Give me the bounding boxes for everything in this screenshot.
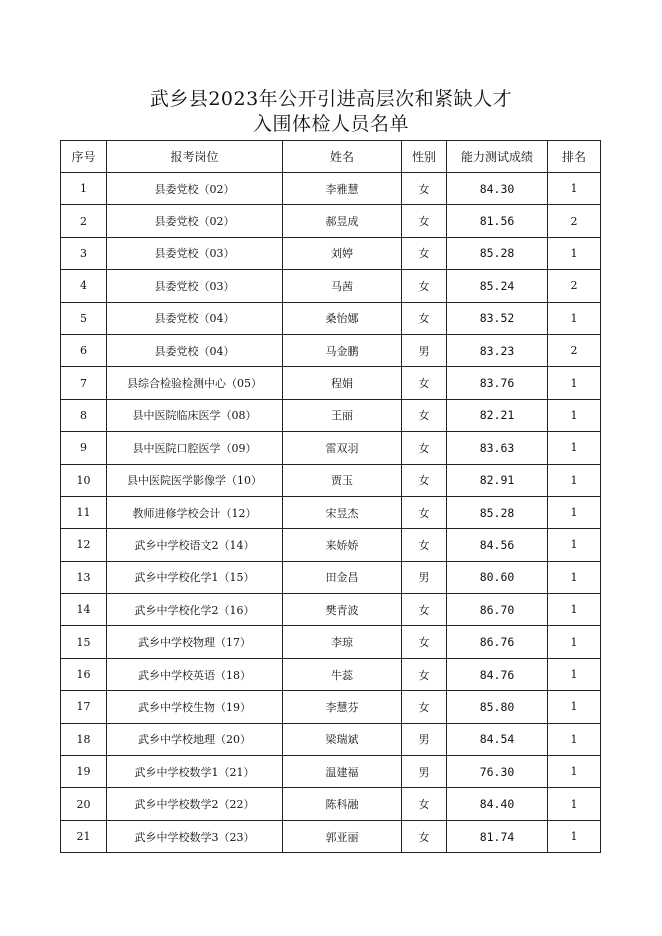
cell-name: 郝昱成	[283, 205, 402, 237]
cell-rank: 1	[548, 302, 601, 334]
cell-name: 贾玉	[283, 464, 402, 496]
cell-seq: 18	[61, 723, 107, 755]
cell-name: 李雅慧	[283, 173, 402, 205]
cell-name: 陈科融	[283, 788, 402, 820]
cell-position: 县委党校（02）	[107, 205, 283, 237]
cell-score: 84.40	[447, 788, 548, 820]
cell-seq: 8	[61, 399, 107, 431]
cell-position: 县委党校（04）	[107, 302, 283, 334]
header-name: 姓名	[283, 141, 402, 173]
cell-name: 牛蕊	[283, 658, 402, 690]
table-row	[61, 723, 601, 755]
table-row	[61, 464, 601, 496]
cell-rank: 1	[548, 626, 601, 658]
cell-name: 樊青波	[283, 594, 402, 626]
cell-position: 武乡中学校语文2（14）	[107, 529, 283, 561]
cell-seq: 12	[61, 529, 107, 561]
cell-seq: 16	[61, 658, 107, 690]
cell-position: 县委党校（03）	[107, 237, 283, 269]
cell-gender: 女	[402, 270, 447, 302]
table-row	[61, 691, 601, 723]
cell-seq: 13	[61, 561, 107, 593]
cell-rank: 1	[548, 432, 601, 464]
cell-rank: 1	[548, 399, 601, 431]
table-row	[61, 626, 601, 658]
cell-gender: 女	[402, 691, 447, 723]
cell-gender: 男	[402, 334, 447, 366]
cell-score: 83.52	[447, 302, 548, 334]
cell-rank: 1	[548, 820, 601, 852]
cell-rank: 1	[548, 237, 601, 269]
cell-score: 82.91	[447, 464, 548, 496]
header-seq: 序号	[61, 141, 107, 173]
cell-gender: 女	[402, 173, 447, 205]
cell-seq: 10	[61, 464, 107, 496]
cell-name: 刘婷	[283, 237, 402, 269]
table-row	[61, 756, 601, 788]
cell-name: 雷双羽	[283, 432, 402, 464]
cell-seq: 6	[61, 334, 107, 366]
cell-position: 县委党校（02）	[107, 173, 283, 205]
table-row	[61, 788, 601, 820]
cell-gender: 女	[402, 594, 447, 626]
cell-score: 84.54	[447, 723, 548, 755]
cell-seq: 4	[61, 270, 107, 302]
cell-score: 84.30	[447, 173, 548, 205]
cell-score: 85.28	[447, 496, 548, 528]
cell-gender: 女	[402, 237, 447, 269]
document-subtitle: 入围体检人员名单	[252, 113, 409, 135]
cell-score: 80.60	[447, 561, 548, 593]
document-title: 武乡县2023年公开引进高层次和紧缺人才	[149, 88, 513, 110]
table-row	[61, 173, 601, 205]
cell-score: 85.80	[447, 691, 548, 723]
candidate-table	[60, 140, 601, 853]
cell-gender: 女	[402, 399, 447, 431]
cell-seq: 3	[61, 237, 107, 269]
table-row	[61, 496, 601, 528]
cell-gender: 女	[402, 302, 447, 334]
cell-position: 武乡中学校化学1（15）	[107, 561, 283, 593]
cell-name: 来娇娇	[283, 529, 402, 561]
cell-position: 武乡中学校数学1（21）	[107, 756, 283, 788]
cell-rank: 2	[548, 205, 601, 237]
cell-position: 武乡中学校生物（19）	[107, 691, 283, 723]
cell-position: 武乡中学校地理（20）	[107, 723, 283, 755]
table-row	[61, 237, 601, 269]
cell-score: 81.56	[447, 205, 548, 237]
cell-position: 武乡中学校物理（17）	[107, 626, 283, 658]
cell-score: 85.28	[447, 237, 548, 269]
cell-rank: 1	[548, 464, 601, 496]
cell-rank: 1	[548, 788, 601, 820]
cell-score: 84.76	[447, 658, 548, 690]
cell-name: 郭亚丽	[283, 820, 402, 852]
cell-rank: 1	[548, 529, 601, 561]
cell-score: 83.23	[447, 334, 548, 366]
table-row	[61, 205, 601, 237]
cell-position: 武乡中学校英语（18）	[107, 658, 283, 690]
table-row	[61, 367, 601, 399]
header-position: 报考岗位	[107, 141, 283, 173]
cell-seq: 7	[61, 367, 107, 399]
cell-gender: 女	[402, 464, 447, 496]
cell-name: 李慧芬	[283, 691, 402, 723]
cell-rank: 1	[548, 594, 601, 626]
table-row	[61, 529, 601, 561]
cell-seq: 14	[61, 594, 107, 626]
cell-rank: 2	[548, 270, 601, 302]
cell-seq: 2	[61, 205, 107, 237]
cell-gender: 女	[402, 626, 447, 658]
cell-seq: 11	[61, 496, 107, 528]
table-row	[61, 270, 601, 302]
cell-gender: 男	[402, 723, 447, 755]
table-row	[61, 399, 601, 431]
cell-rank: 1	[548, 561, 601, 593]
table-row	[61, 302, 601, 334]
table-row	[61, 561, 601, 593]
header-rank: 排名	[548, 141, 601, 173]
cell-position: 武乡中学校数学3（23）	[107, 820, 283, 852]
cell-score: 76.30	[447, 756, 548, 788]
cell-rank: 1	[548, 658, 601, 690]
cell-name: 桑怡娜	[283, 302, 402, 334]
cell-gender: 女	[402, 788, 447, 820]
cell-gender: 男	[402, 561, 447, 593]
cell-position: 县委党校（04）	[107, 334, 283, 366]
cell-position: 县中医院医学影像学（10）	[107, 464, 283, 496]
table-row	[61, 658, 601, 690]
cell-gender: 女	[402, 658, 447, 690]
cell-position: 武乡中学校化学2（16）	[107, 594, 283, 626]
table-row	[61, 594, 601, 626]
cell-rank: 2	[548, 334, 601, 366]
cell-name: 温建福	[283, 756, 402, 788]
cell-score: 85.24	[447, 270, 548, 302]
cell-score: 82.21	[447, 399, 548, 431]
cell-position: 县委党校（03）	[107, 270, 283, 302]
cell-position: 武乡中学校数学2（22）	[107, 788, 283, 820]
cell-score: 83.76	[447, 367, 548, 399]
cell-rank: 1	[548, 756, 601, 788]
table-header-row	[61, 141, 601, 173]
cell-seq: 21	[61, 820, 107, 852]
cell-name: 梁瑞斌	[283, 723, 402, 755]
cell-name: 马茜	[283, 270, 402, 302]
cell-name: 程娟	[283, 367, 402, 399]
header-score: 能力测试成绩	[447, 141, 548, 173]
cell-name: 宋昱杰	[283, 496, 402, 528]
cell-seq: 19	[61, 756, 107, 788]
cell-position: 教师进修学校会计（12）	[107, 496, 283, 528]
cell-name: 田金昌	[283, 561, 402, 593]
cell-gender: 女	[402, 432, 447, 464]
table-row	[61, 334, 601, 366]
cell-seq: 1	[61, 173, 107, 205]
cell-name: 王丽	[283, 399, 402, 431]
table-row	[61, 432, 601, 464]
cell-rank: 1	[548, 173, 601, 205]
cell-position: 县中医院口腔医学（09）	[107, 432, 283, 464]
cell-score: 84.56	[447, 529, 548, 561]
cell-position: 县中医院临床医学（08）	[107, 399, 283, 431]
cell-gender: 女	[402, 496, 447, 528]
cell-rank: 1	[548, 496, 601, 528]
cell-seq: 9	[61, 432, 107, 464]
table-row	[61, 820, 601, 852]
cell-gender: 男	[402, 756, 447, 788]
cell-gender: 女	[402, 529, 447, 561]
cell-name: 马金鹏	[283, 334, 402, 366]
cell-name: 李琼	[283, 626, 402, 658]
cell-score: 86.76	[447, 626, 548, 658]
cell-gender: 女	[402, 820, 447, 852]
cell-seq: 20	[61, 788, 107, 820]
cell-position: 县综合检验检测中心（05）	[107, 367, 283, 399]
cell-seq: 15	[61, 626, 107, 658]
header-gender: 性别	[402, 141, 447, 173]
cell-gender: 女	[402, 367, 447, 399]
cell-score: 81.74	[447, 820, 548, 852]
table-body	[61, 173, 601, 853]
cell-seq: 17	[61, 691, 107, 723]
cell-gender: 女	[402, 205, 447, 237]
cell-seq: 5	[61, 302, 107, 334]
cell-rank: 1	[548, 367, 601, 399]
cell-rank: 1	[548, 691, 601, 723]
cell-rank: 1	[548, 723, 601, 755]
cell-score: 83.63	[447, 432, 548, 464]
cell-score: 86.70	[447, 594, 548, 626]
